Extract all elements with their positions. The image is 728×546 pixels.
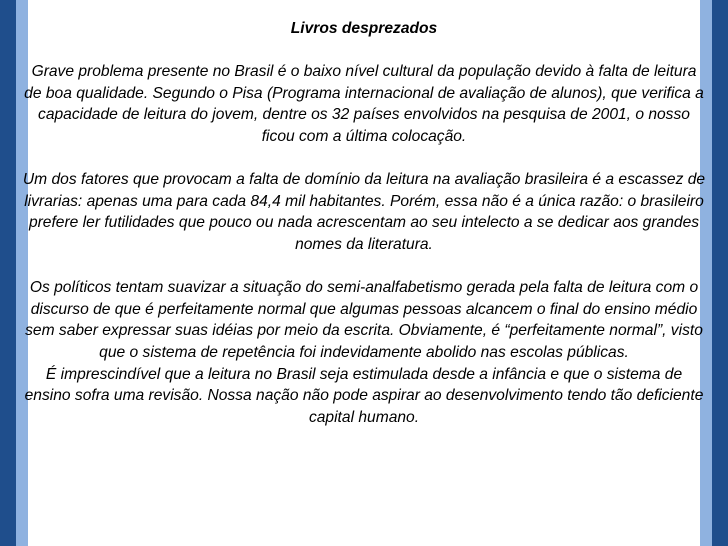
slide-content	[22, 18, 706, 428]
paragraph-spacer	[22, 256, 706, 278]
paragraph-spacer	[22, 148, 706, 170]
document-title: Livros desprezados	[290, 20, 438, 37]
paragraph-conclusion: É imprescindível que a leitura no Brasil seja estimulada desde a infância e que o sistema de ensino sofra uma revisão. Nossa nação não pode aspirar ao desenvolvimento tendo tão deficiente capital humano.	[24, 365, 704, 426]
slide-frame-left-dark	[0, 0, 16, 546]
paragraph-intro: Grave problema presente no Brasil é o baixo nível cultural da população devido à falta de leitura de boa qualidade. Segundo o Pisa (Programa internacional de avaliação de alunos), que verifica a capacidade de leitura do jovem, dentre os 32 países envolvidos na pesquisa de 2001, o nosso ficou com a última colocação.	[24, 63, 704, 145]
slide-frame-right-dark	[712, 0, 728, 546]
slide	[22, 0, 706, 546]
paragraph-politicians: Os políticos tentam suavizar a situação do semi-analfabetismo gerada pela falta de leitura com o discurso de que é perfeitamente normal que algumas pessoas alcancem o final do ensino médio sem saber expressar suas idéias por meio da escrita. Obviamente, é “perfeitamente normal”, visto que o sistema de repetência foi indevidamente abolido nas escolas públicas.	[25, 279, 703, 361]
paragraph-bookstores: Um dos fatores que provocam a falta de domínio da leitura na avaliação brasileira é a escassez de livrarias: apenas uma para cada 84,4 mil habitantes. Porém, essa não é a única razão: o brasileiro prefere ler futilidades que pouco ou nada acrescentam ao seu intelecto a se dedicar aos grandes nomes da literatura.	[22, 171, 706, 253]
